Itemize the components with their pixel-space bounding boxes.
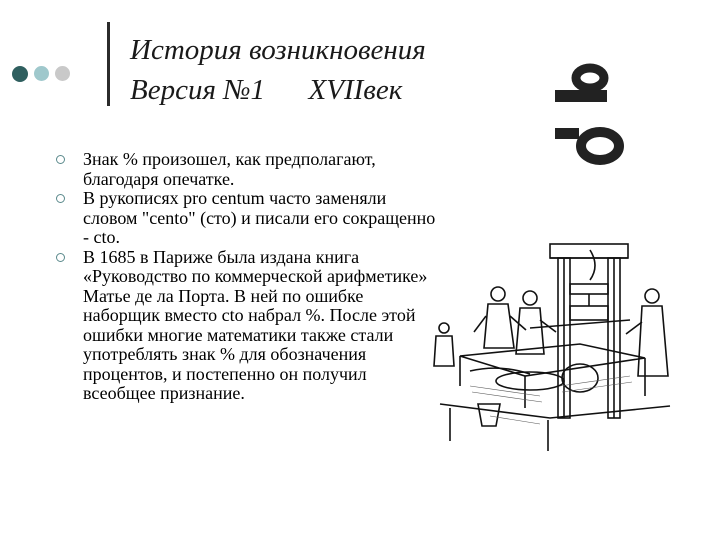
list-item [56, 189, 436, 248]
bullet-text: В рукописях pro centum часто заменяли словом "cento" (сто) и писали его сокращенно - cto. [83, 188, 436, 247]
slide-title [130, 30, 426, 110]
title-divider [107, 22, 110, 106]
list-item [56, 150, 436, 189]
bullet-marker-icon [56, 155, 65, 164]
decor-dot-dark [12, 66, 28, 82]
title-line-1: История возникновения [130, 34, 426, 66]
bullet-list [56, 150, 436, 404]
bullet-text: В 1685 в Париже была издана книга «Руководство по коммерческой арифметике» Матье де ла Порта. В ней по ошибке наборщик вместо cto набрал %. После этой ошибки многие математики также стали употреблять знак % для обозначения процентов, и постепенно он получил всеобщее признание. [83, 246, 428, 403]
title-line-2: Версия №1 XVIIвек [130, 74, 403, 106]
bullet-text: Знак % произошел, как предполагают, благодаря опечатке. [83, 149, 376, 189]
printing-press-illustration [430, 236, 675, 454]
percent-symbol-icon [540, 62, 630, 172]
decor-dots [12, 66, 70, 82]
decor-dot-grey [55, 66, 70, 81]
list-item [56, 248, 436, 404]
bullet-marker-icon [56, 194, 65, 203]
bullet-marker-icon [56, 253, 65, 262]
decor-dot-light [34, 66, 49, 81]
